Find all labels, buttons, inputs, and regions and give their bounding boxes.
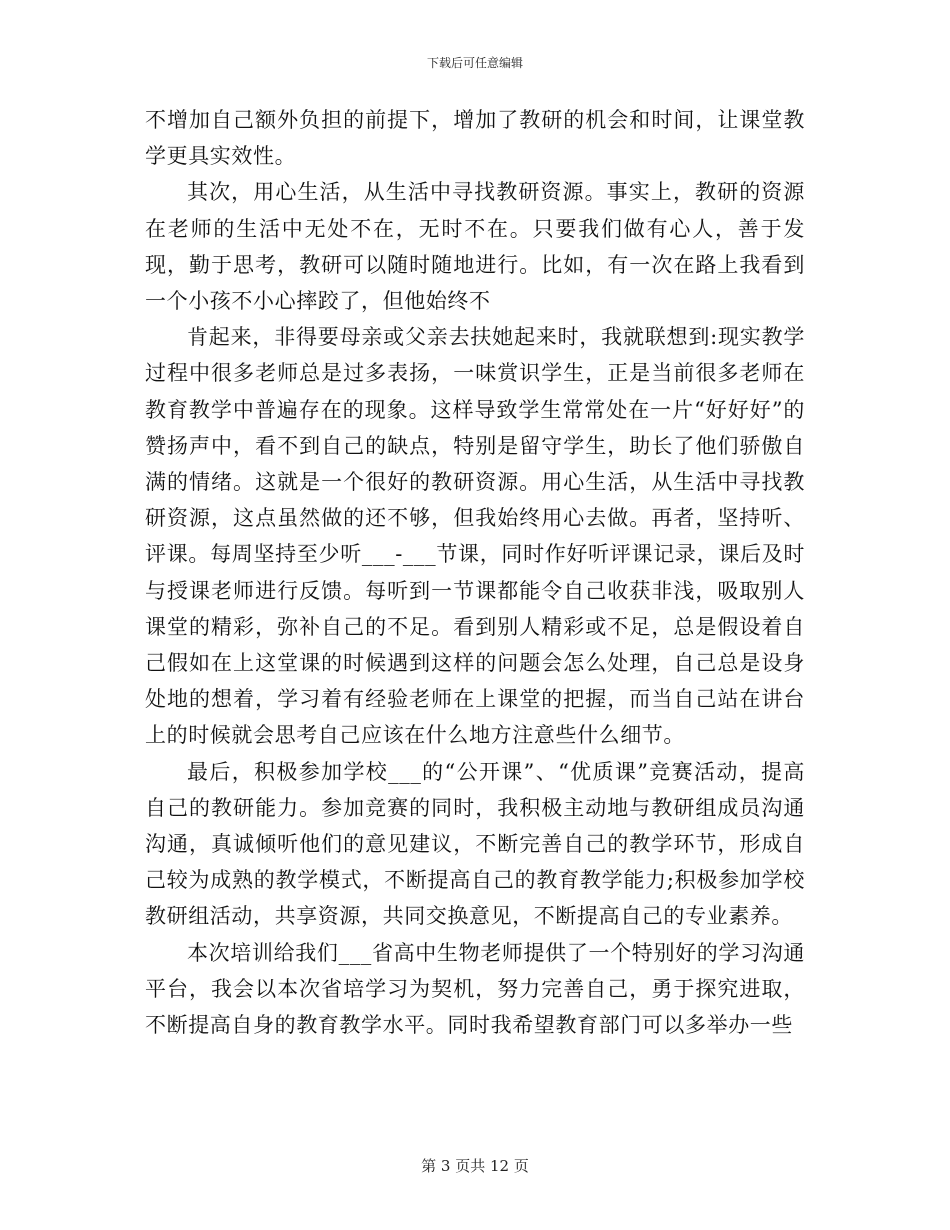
paragraph-second: 其次，用心生活，从生活中寻找教研资源。事实上，教研的资源在老师的生活中无处不在，无时不在。只要我们做有心人，善于发现，勤于思考，教研可以随时随地进行。比如，有一次在路上我看到一个小孩不小心摔跤了，但他始终不	[145, 180, 805, 314]
page-header: 下载后可任意编辑	[426, 56, 523, 70]
page-number-footer: 第 3 页共 12 页	[421, 1157, 529, 1175]
paragraph-fifth: 本次培训给我们___省高中生物老师提供了一个特别好的学习沟通平台，我会以本次省培学习为契机，努力完善自己，勇于探究进取，不断提高自身的教育教学水平。同时我希望教育部门可以多举办一些	[145, 940, 805, 1038]
paragraph-continuation: 不增加自己额外负担的前提下，增加了教研的机会和时间，让课堂教学更具实效性。	[145, 108, 805, 169]
document-body	[145, 102, 805, 1043]
paragraph-third: 肯起来，非得要母亲或父亲去扶她起来时，我就联想到:现实教学过程中很多老师总是过多表扬，一味赏识学生，正是当前很多老师在教育教学中普遍存在的现象。这样导致学生常常处在一片“好好好”的赞扬声中，看不到自己的缺点，特别是留守学生，助长了他们骄傲自满的情绪。这就是一个很好的教研资源。用心生活，从生活中寻找教研资源，这点虽然做的还不够，但我始终用心去做。再者，坚持听、评课。每周坚持至少听___-___节课，同时作好听评课记录，课后及时与授课老师进行反馈。每听到一节课都能令自己收获非浅，吸取别人课堂的精彩，弥补自己的不足。看到别人精彩或不足，总是假设着自己假如在上这堂课的时候遇到这样的问题会怎么处理，自己总是设身处地的想着，学习着有经验老师在上课堂的把握，而当自己站在讲台上的时候就会思考自己应该在什么地方注意些什么细节。	[145, 325, 805, 748]
paragraph-fourth: 最后，积极参加学校___的“公开课”、“优质课”竞赛活动，提高自己的教研能力。参加竞赛的同时，我积极主动地与教研组成员沟通沟通，真诚倾听他们的意见建议，不断完善自己的教学环节，形成自己较为成熟的教学模式，不断提高自己的教育教学能力;积极参加学校教研组活动，共享资源，共同交换意见，不断提高自己的专业素养。	[145, 759, 805, 929]
